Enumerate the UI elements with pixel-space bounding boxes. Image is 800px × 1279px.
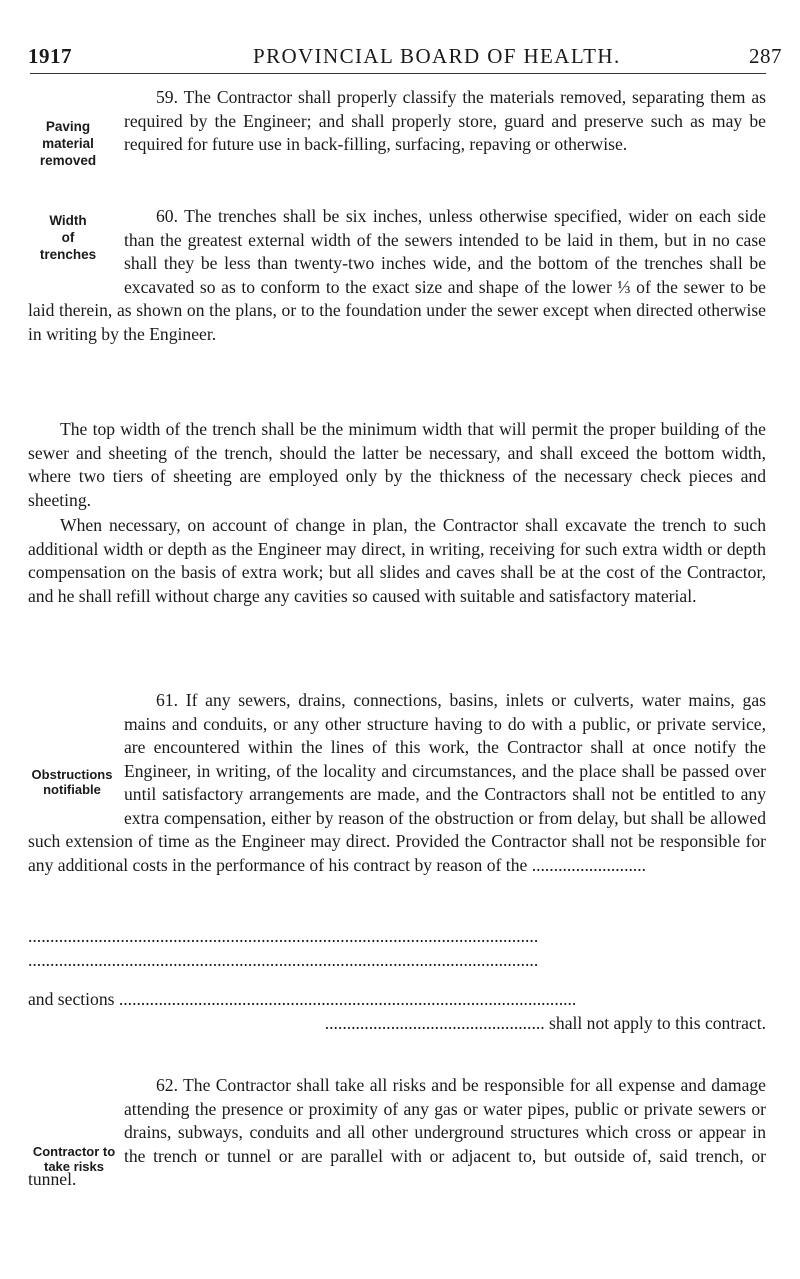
header-rule [30, 73, 766, 74]
sidenote-line: trenches [39, 247, 97, 262]
section-62 [28, 1074, 766, 1192]
sidenote-line: of [61, 230, 75, 245]
dotted-line: .................................................................................................................... [28, 950, 539, 970]
section-61-text: 61. If any sewers, drains, connections, basins, inlets or culverts, water mains, gas mains and conduits, or any other structure having to do with a public, or private service, are encountered within the lines of this work, the Contractor shall at once notify the Engineer, in writing, of the locality and circumstances, and the place shall be passed over until satisfactory arrangements are made, and the Contractors shall not be entitled to any extra compensation, either by reason of the obstruction or from delay, but shall be allowed such extension of time as the Engineer may direct. Provided the Contractor shall not be responsible for any additional costs in the performance of his contract by reason of the [28, 690, 766, 875]
sidenote-line: notifiable [43, 782, 101, 797]
dotted-line: .................................................................................................................... [28, 926, 539, 946]
section-60-p1 [28, 205, 766, 346]
sidenote-line: Obstructions [31, 767, 113, 782]
dotted-line: .................................................. shall not apply to this contract. [324, 1013, 766, 1033]
dotted-line: and sections ........................................................................................................ [28, 989, 577, 1009]
header-year: 1917 [28, 44, 72, 68]
page-number: 287 [749, 44, 782, 68]
shall-not-apply: shall not apply to this contract. [549, 1013, 766, 1033]
section-59 [28, 86, 766, 180]
sidenote-line: Width [49, 213, 87, 228]
header-title: PROVINCIAL BOARD OF HEALTH. [253, 44, 621, 68]
section-60-p3: When necessary, on account of change in plan, the Contractor shall excavate the trench to such additional width or depth as the Engineer may direct, in writing, receiving for such extra width or depth compensation on the basis of extra work; but all slides and caves shall be at the cost of the Contractor, and he shall refill without charge any cavities so caused with suitable and satisfactory material. [28, 515, 766, 606]
sidenote-line: removed [39, 153, 97, 168]
section-59-text: 59. The Contractor shall properly classify the materials removed, separating them as required by the Engineer; and shall properly store, guard and preserve such as may be required for future use in back-filling, surfacing, repaving or otherwise. [124, 87, 766, 154]
section-60-p1-text: 60. The trenches shall be six inches, unless otherwise specified, wider on each side than the greatest external width of the sewers intended to be laid in them, but in no case shall they be less than twenty-two inches wide, and the bottom of the trenches shall be excavated so as to conform to the exact size and shape of the lower ⅓ of the sewer to be laid therein, as shown on the plans, or to the foundation under the sewer except when directed otherwise in writing by the Engineer. [28, 206, 766, 344]
section-62-text: 62. The Contractor shall take all risks and be responsible for all expense and damage attending the presence or proximity of any gas or water pipes, public or private sewers or drains, subways, conduits and all other underground structures which cross or appear in the trench or tunnel or are parallel with or adjacent to, but outside of, said trench, or tunnel. [28, 1075, 766, 1189]
section-61: 61. If any sewers, drains, connections, basins, inlets or culverts, water mains, gas mains and conduits, or any other structure having to do with a public, or private service, are encountered within the lines of this work, the Contractor shall at once notify the Engineer, in writing, of the locality and circumstances, and the place shall be passed over until satisfactory arrangements are made, and the Contractors shall not be entitled to any extra compensation, either by reason of the obstruction or from delay, but shall be allowed such extension of time as the Engineer may direct. Provided the Contractor shall not be responsible for any additional costs in the performance of his contract by reason of the .......................... [28, 690, 766, 875]
sidenote-line: Contractor to [32, 1144, 116, 1159]
sidenote-line: Paving [45, 119, 91, 134]
section-60-p2: The top width of the trench shall be the minimum width that will permit the proper building of the sewer and sheeting of the trench, should the latter be necessary, and shall exceed the bottom width, where two tiers of sheeting are employed only by the thickness of the necessary check pieces and sheeting. [28, 419, 766, 510]
sidenote-line: take risks [44, 1159, 104, 1174]
sidenote-line: material [42, 136, 94, 151]
running-header [28, 44, 782, 74]
and-sections: and sections [28, 989, 115, 1009]
